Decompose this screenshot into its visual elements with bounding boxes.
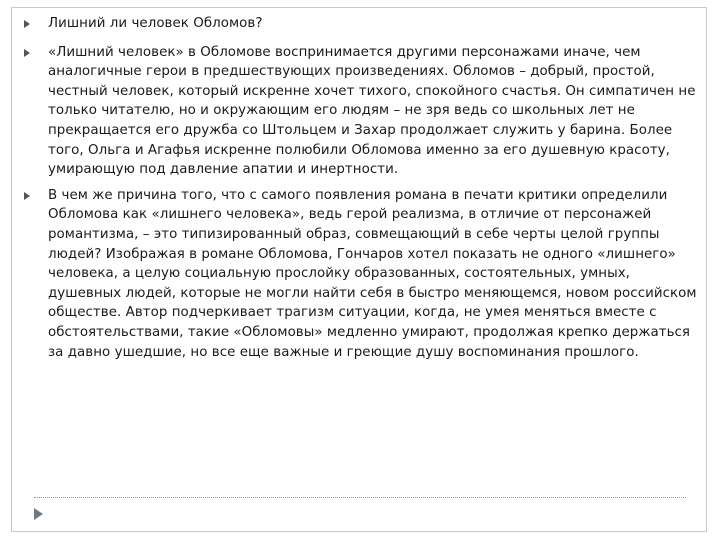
bullet-text: В чем же причина того, что с самого появления романа в печати критики определили Обломова как «лишнего человека», ведь герой реализма, в отличие от персонажей романтизма, – это типизированный образ, совмещающий в себе черты целой группы людей? Изображая в романе Обломова, Гончаров хотел показать не одного «лишнего» человека, а целую социальную прослойку образованных, состоятельных, умных, душевных людей, которые не могли найти себя в быстро меняющемся, новом российском обществе. Автор подчеркивает трагизм ситуации, когда, не умея меняться вместе с обстоятельствами, такие «Обломовы» медленно умирают, продолжая крепко держаться за давно ушедшие, но все еще важные и греющие душу воспоминания прошлого. (48, 187, 697, 360)
bullet-item-paragraph-2 (24, 186, 704, 362)
triangle-bullet-icon (24, 49, 30, 57)
footer-divider (34, 497, 686, 498)
bullet-item-paragraph-1 (24, 43, 704, 180)
triangle-bullet-icon (24, 192, 30, 200)
next-slide-arrow-icon[interactable] (34, 508, 43, 520)
triangle-bullet-icon (24, 20, 30, 28)
bullet-text: «Лишний человек» в Обломове воспринимается другими персонажами иначе, чем аналогичные герои в предшествующих произведениях. Обломов – добрый, простой, честный человек, который искренне хочет тихого, спокойного счастья. Он симпатичен не только читателю, но и окружающим его людям – не зря ведь со школьных лет не прекращается его дружба со Штольцем и Захар продолжает служить у барина. Более того, Ольга и Агафья искренне полюбили Обломова именно за его душевную красоту, умирающую под давление апатии и инертности. (48, 44, 696, 178)
bullet-list (24, 14, 704, 362)
bullet-text: Лишний ли человек Обломов? (48, 16, 263, 31)
bullet-item-title (24, 14, 704, 34)
